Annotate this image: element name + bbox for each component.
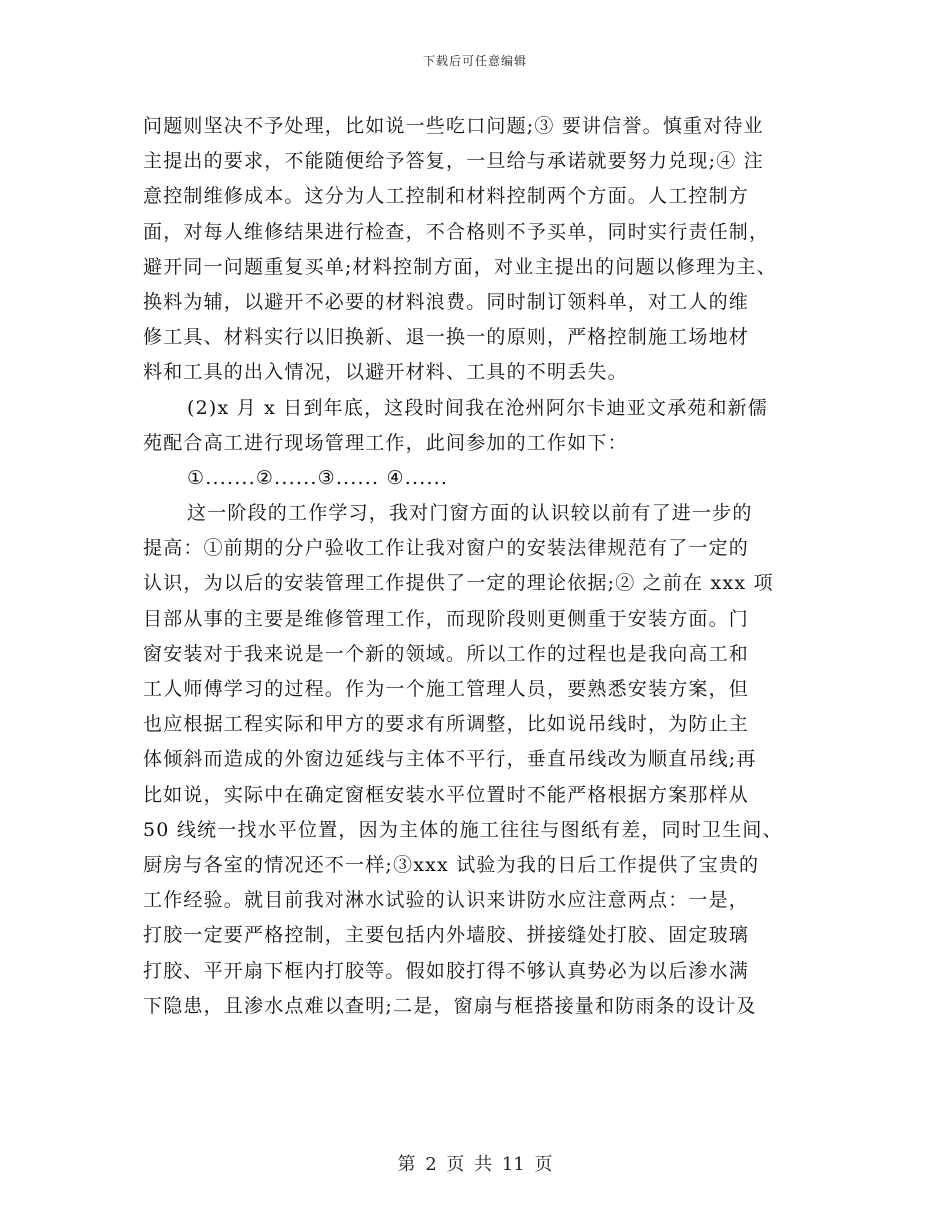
- text-line: 提高：①前期的分户验收工作让我对窗户的安装法律规范有了一定的: [143, 537, 750, 560]
- text-line: 50 线统一找水平位置，因为主体的施工往往与图纸有差，同时卫生间、: [143, 818, 783, 841]
- text-line: 厨房与各室的情况还不一样;③xxx 试验为我的日后工作提供了宝贵的: [143, 853, 760, 876]
- paragraph-start-line: (2)x 月 x 日到年底，这段时间我在沧州阿尔卡迪亚文承苑和新儒: [187, 396, 769, 419]
- text-line: 换料为辅，以避开不必要的材料浪费。同时制订领料单，对工人的维: [143, 290, 750, 313]
- document-body: [143, 109, 823, 1024]
- text-line: 工人师傅学习的过程。作为一个施工管理人员，要熟悉安装方案，但: [143, 678, 750, 700]
- text-line: 苑配合高工进行现场管理工作，此间参加的工作如下：: [143, 431, 628, 454]
- text-line: 意控制维修成本。这分为人工控制和材料控制两个方面。人工控制方: [143, 185, 750, 208]
- page-header: 下载后可任意编辑: [422, 54, 527, 68]
- text-line: 窗安装对于我来说是一个新的领域。所以工作的过程也是我向高工和: [143, 642, 750, 665]
- text-line: 打胶、平开扇下框内打胶等。假如胶打得不够认真势必为以后渗水满: [143, 959, 750, 982]
- text-line: 工作经验。就目前我对淋水试验的认识来讲防水应注意两点：一是，: [143, 889, 750, 912]
- text-line: 体倾斜而造成的外窗边延线与主体不平行，垂直吊线改为顺直吊线;再: [143, 748, 757, 771]
- page-footer: 第 2 页 共 11 页: [397, 1154, 553, 1175]
- text-line: 面，对每人维修结果进行检查，不合格则不予买单，同时实行责任制，: [143, 220, 770, 243]
- paragraph-start-line: 这一阶段的工作学习，我对门窗方面的认识较以前有了进一步的: [187, 502, 753, 525]
- enumeration-line: ①.......②......③...... ④......: [187, 466, 449, 489]
- text-line: 下隐患，且渗水点难以查明;二是，窗扇与框搭接量和防雨条的设计及: [143, 994, 757, 1017]
- text-line: 料和工具的出入情况，以避开材料、工具的不明丢失。: [143, 361, 628, 384]
- text-line: 问题则坚决不予处理，比如说一些吃口问题;③ 要讲信誉。慎重对待业: [143, 115, 764, 137]
- text-line: 避开同一问题重复买单;材料控制方面，对业主提出的问题以修理为主、: [143, 255, 777, 278]
- text-line: 认识，为以后的安装管理工作提供了一定的理论依据;② 之前在 xxx 项: [143, 572, 774, 595]
- text-line: 修工具、材料实行以旧换新、退一换一的原则，严格控制施工场地材: [143, 326, 750, 349]
- text-line: 目部从事的主要是维修管理工作，而现阶段则更侧重于安装方面。门: [143, 607, 750, 630]
- text-line: 也应根据工程实际和甲方的要求有所调整，比如说吊线时，为防止主: [143, 713, 750, 736]
- text-line: 主提出的要求，不能随便给予答复，一旦给与承诺就要努力兑现;④ 注: [143, 150, 764, 173]
- text-line: 打胶一定要严格控制，主要包括内外墙胶、拼接缝处打胶、固定玻璃: [143, 924, 750, 947]
- text-line: 比如说，实际中在确定窗框安装水平位置时不能严格根据方案那样从: [143, 783, 750, 806]
